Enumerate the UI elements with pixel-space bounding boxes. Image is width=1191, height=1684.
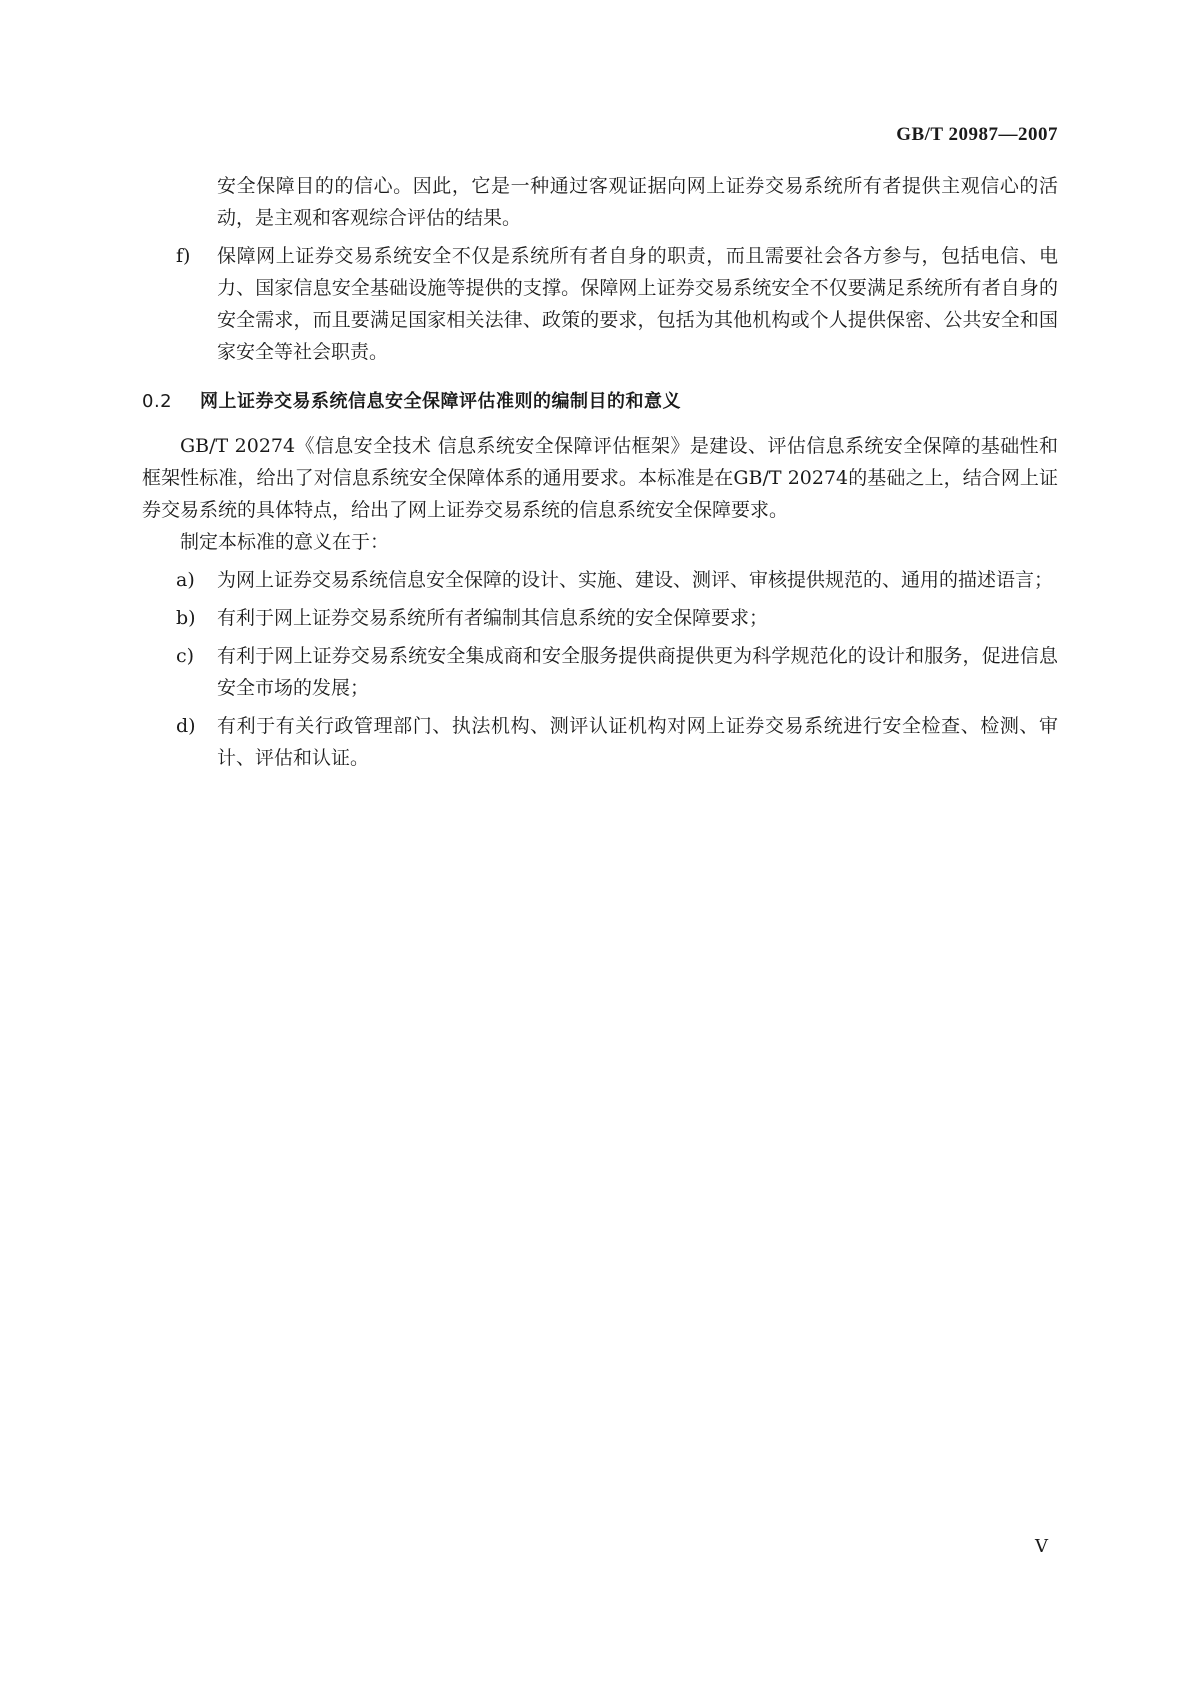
list-item-b (142, 602, 1058, 634)
list-item-text: 保障网上证券交易系统安全不仅是系统所有者自身的职责，而且需要社会各方参与，包括电信、电力、国家信息安全基础设施等提供的支撑。保障网上证券交易系统安全不仅要满足系统所有者自身的安全需求，而且要满足国家相关法律、政策的要求，包括为其他机构或个人提供保密、公共安全和国家安全等社会职责。 (217, 245, 1058, 363)
section-lead: 制定本标准的意义在于： (180, 531, 390, 553)
list-item-text: 有利于网上证券交易系统所有者编制其信息系统的安全保障要求； (217, 607, 769, 629)
list-item-marker: f) (176, 245, 191, 267)
standard-code: GB/T 20987—2007 (896, 124, 1058, 145)
list-item-marker: d) (176, 715, 196, 737)
list-item-c (142, 640, 1058, 704)
list-item-text: 安全保障目的的信心。因此，它是一种通过客观证据向网上证券交易系统所有者提供主观信心的活动，是主观和客观综合评估的结果。 (217, 175, 1058, 229)
list-item-d (142, 710, 1058, 774)
document-body (142, 170, 1058, 780)
list-item-continuation (142, 170, 1058, 234)
list-item-f (142, 240, 1058, 368)
list-item-marker: a) (176, 569, 195, 591)
page-number: V (1035, 1536, 1048, 1557)
list-item-marker: b) (176, 607, 196, 629)
section-title: 网上证券交易系统信息安全保障评估准则的编制目的和意义 (200, 391, 681, 412)
list-item-text: 为网上证券交易系统信息安全保障的设计、实施、建设、测评、审核提供规范的、通用的描述语言； (217, 569, 1054, 591)
section-paragraph: GB/T 20274《信息安全技术 信息系统安全保障评估框架》是建设、评估信息系统安全保障的基础性和框架性标准，给出了对信息系统安全保障体系的通用要求。本标准是在GB/T 20274的基础之上，结合网上证券交易系统的具体特点，给出了网上证券交易系统的信息系统安全保障要求。 (142, 435, 1058, 521)
section-number: 0.2 (142, 391, 173, 412)
list-item-a (142, 564, 1058, 596)
list-item-text: 有利于网上证券交易系统安全集成商和安全服务提供商提供更为科学规范化的设计和服务，促进信息安全市场的发展； (217, 645, 1058, 699)
section-heading (142, 386, 1058, 418)
list-item-text: 有利于有关行政管理部门、执法机构、测评认证机构对网上证券交易系统进行安全检查、检测、审计、评估和认证。 (217, 715, 1058, 769)
list-item-marker: c) (176, 645, 195, 667)
